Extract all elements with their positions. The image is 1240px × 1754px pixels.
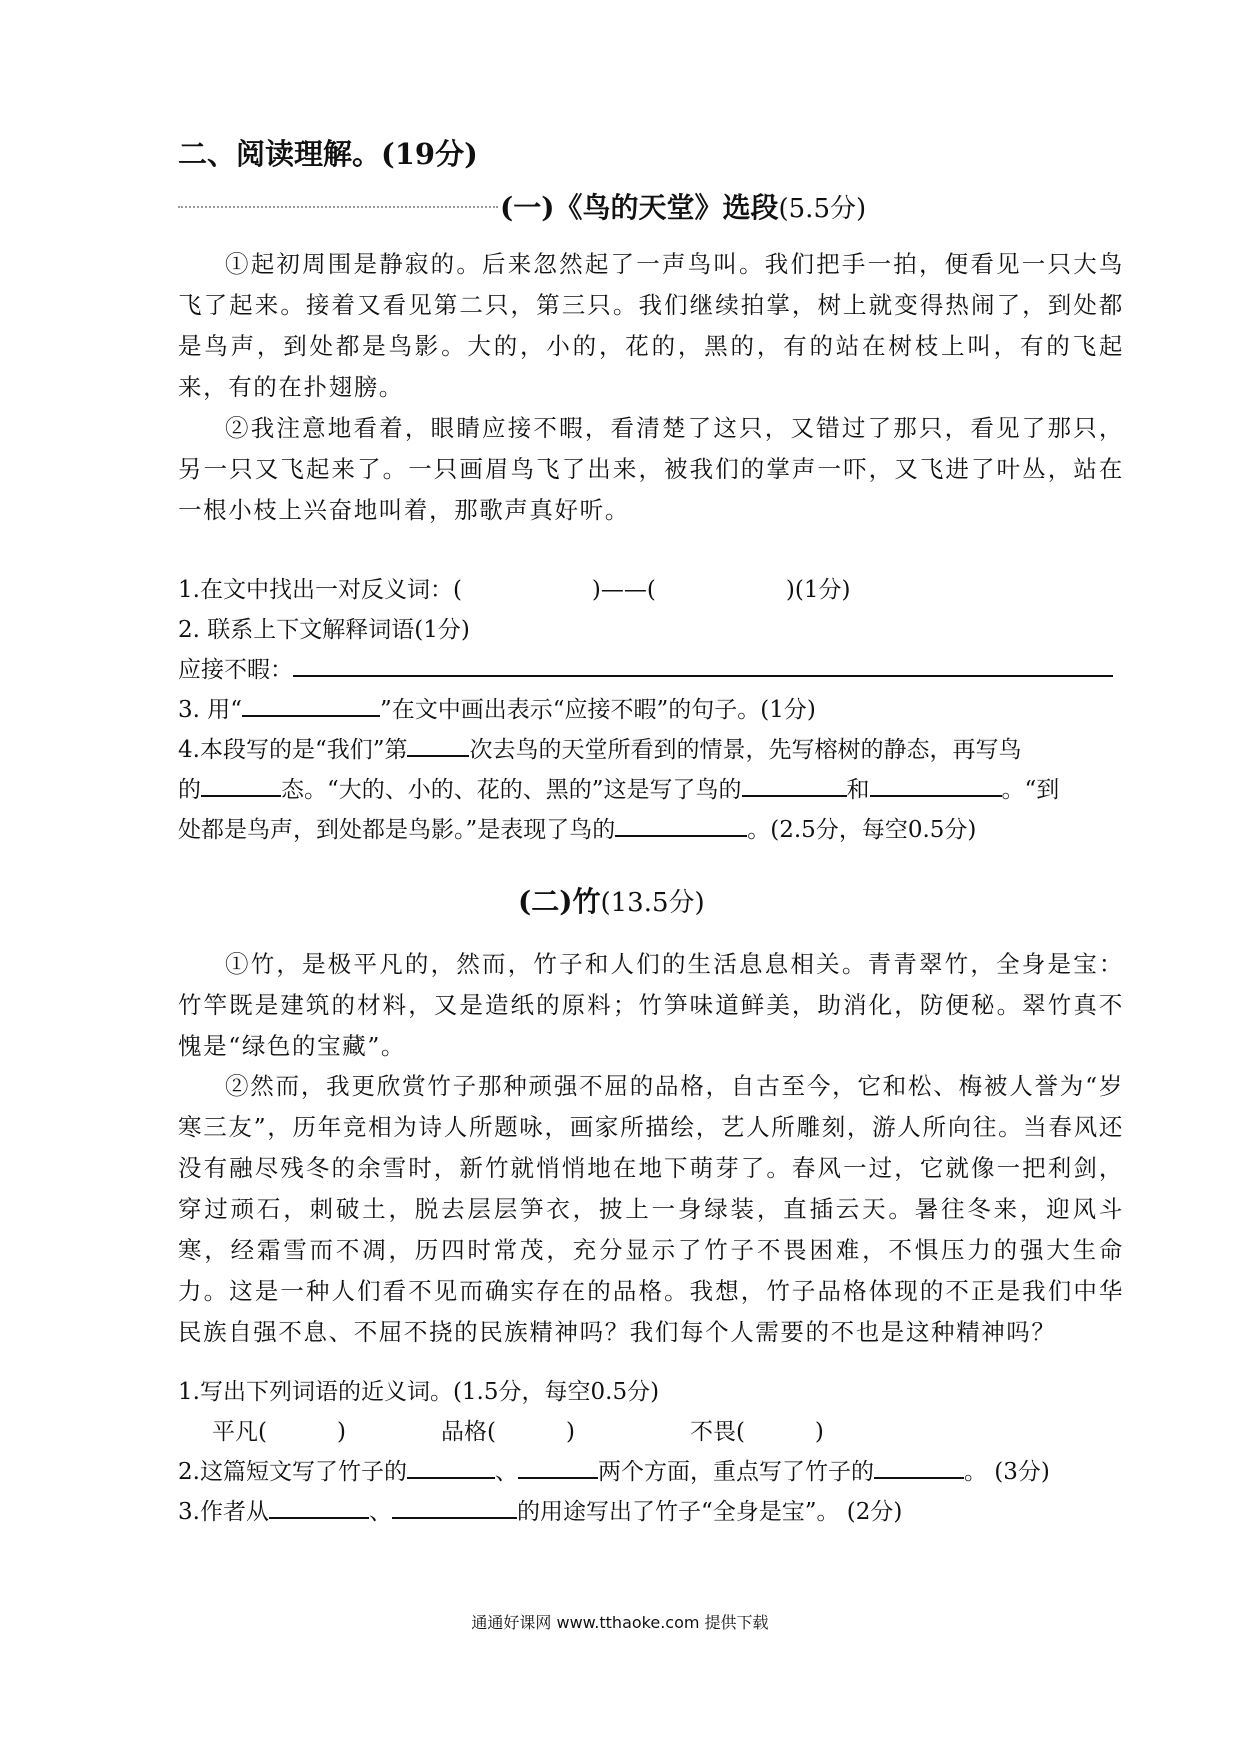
part2-score: (13.5分) [600,888,705,918]
synonym-word-3: 不畏( [689,1419,745,1445]
q1-text-a: 1.在文中找出一对反义词：( [178,577,462,603]
p2q3-text: 3.作者从 [178,1499,269,1525]
p2q2-text: 2.这篇短文写了竹子的 [178,1459,407,1485]
synonym-close-3: ) [814,1419,824,1445]
q4-text: 态。“大的、小的、花的、黑的”这是写了鸟的 [281,777,742,803]
q4-blank-2[interactable] [201,771,281,797]
part2-title-text: (二)竹 [518,885,601,918]
synonym-close-2: ) [565,1419,575,1445]
part1-question-2: 2. 联系上下文解释词语(1分) [178,617,470,643]
p2q2-text: 两个方面，重点写了竹子的 [597,1459,874,1485]
part1-question-3 [178,690,816,730]
q3-blank[interactable] [242,691,380,717]
part2-title [518,880,705,920]
synonym-word-2: 品格( [440,1419,496,1445]
q3-text-a: 3. 用“ [178,697,243,723]
part1-question-1 [178,570,850,610]
part1-title-text: (一)《鸟的天堂》选段 [500,191,779,224]
part1-question-4-line-1 [178,730,1021,770]
p2q2-blank-1[interactable] [407,1453,495,1479]
q4-blank-5[interactable] [615,811,747,837]
p2q2-blank-3[interactable] [874,1453,964,1479]
q4-blank-1[interactable] [407,731,469,757]
q2-answer-line[interactable] [293,651,1113,677]
q1-text-b: )——( [591,577,656,603]
part1-question-2-answer [178,650,1113,690]
part2-question-3 [178,1492,902,1532]
q4-text: 的 [178,777,201,803]
section-title: 二、阅读理解。(19分) [178,137,478,171]
part2-question-2 [178,1452,1050,1492]
q4-blank-4[interactable] [870,771,1002,797]
part2-question-1-items [212,1412,824,1452]
part1-question-4-line-2 [178,770,1059,810]
q3-text-b: ”在文中画出表示“应接不暇”的句子。(1分) [380,697,816,723]
q4-blank-3[interactable] [742,771,847,797]
part1-paragraph-2: ②我注意地看着，眼睛应接不暇，看清楚了这只，又错过了那只，看见了那只，另一只又飞起来了。一只画眉鸟飞了出来，被我们的掌声一吓，又飞进了叶丛，站在一根小枝上兴奋地叫着，那歌声真好听。 [178,414,1124,524]
p2q2-text: 。 (3分) [963,1459,1050,1485]
q4-text: 。(2.5分，每空0.5分) [747,817,977,843]
p2q2-text: 、 [494,1459,518,1485]
part2-question-1: 1.写出下列词语的近义词。(1.5分，每空0.5分) [178,1379,660,1405]
p2q3-blank-2[interactable] [392,1493,517,1519]
p2q3-text: 的用途写出了竹子“全身是宝”。 (2分) [516,1499,903,1525]
q1-text-c: )(1分) [785,577,851,603]
q4-text: 和 [846,777,870,803]
synonym-word-1: 平凡( [212,1419,267,1445]
part2-paragraph-2: ②然而，我更欣赏竹子那种顽强不屈的品格，自古至今，它和松、梅被人誉为“岁寒三友”，历年竞相为诗人所题咏，画家所描绘，艺人所雕刻，游人所向往。当春风还没有融尽残冬的余雪时，新竹就悄悄地在地下萌芽了。春风一过，它就像一把利剑，穿过顽石，刺破土，脱去层层笋衣，披上一身绿装，直插云天。暑往冬来，迎风斗寒，经霜雪而不凋，历四时常茂，充分显示了竹子不畏困难，不惧压力的强大生命力。这是一种人们看不见而确实存在的品格。我想，竹子品格体现的不正是我们中华民族自强不息、不屈不挠的民族精神吗？我们每个人需要的不也是这种精神吗？ [178,1072,1124,1346]
p2q3-blank-1[interactable] [269,1493,369,1519]
q4-text: 次去鸟的天堂所看到的情景，先写榕树的静态，再写鸟 [469,737,1022,763]
synonym-close-1: ) [336,1419,346,1445]
p2q2-blank-2[interactable] [518,1453,598,1479]
footer-text: 通通好课网 www.tthaoke.com 提供下载 [471,1613,769,1632]
p2q3-text: 、 [368,1499,392,1525]
part1-score: (5.5分) [778,194,867,224]
part2-paragraph-1: ①竹，是极平凡的，然而，竹子和人们的生活息息相关。青青翠竹，全身是宝：竹竿既是建筑的材料，又是造纸的原料；竹笋味道鲜美，助消化，防便秘。翠竹真不愧是“绿色的宝藏”。 [178,950,1124,1060]
q4-text: 。“到 [1001,777,1060,803]
part1-title [500,186,866,226]
q2-term: 应接不暇： [178,657,293,683]
q4-text: 4.本段写的是“我们”第 [178,737,408,763]
part1-paragraph-1: ①起初周围是静寂的。后来忽然起了一声鸟叫。我们把手一拍，便看见一只大鸟飞了起来。接着又看见第二只，第三只。我们继续拍掌，树上就变得热闹了，到处都是鸟声，到处都是鸟影。大的，小的，花的，黑的，有的站在树枝上叫，有的飞起来，有的在扑翅膀。 [178,250,1124,401]
q4-text: 处都是鸟声，到处都是鸟影。”是表现了鸟的 [178,817,616,843]
dotted-separator [178,206,498,208]
part1-question-4-line-3 [178,810,976,850]
